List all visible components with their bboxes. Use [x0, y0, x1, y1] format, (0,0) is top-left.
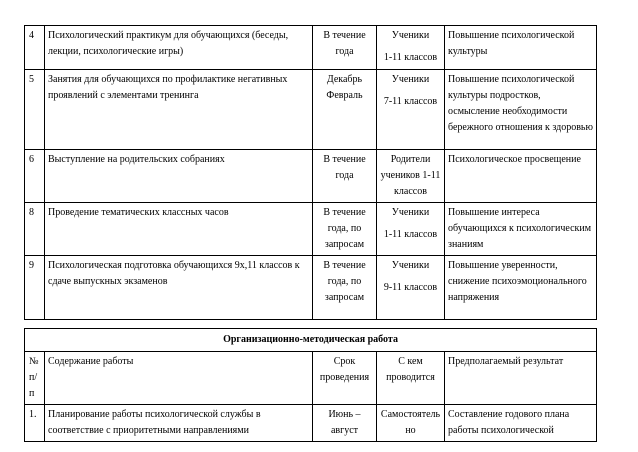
row-content: Планирование работы психологической службы в соответствие с приоритетными направлениями [45, 405, 313, 442]
row-term: В течение года, по запросам [313, 203, 377, 256]
row-number: 1. [25, 405, 45, 442]
audience-bottom: 1-11 классов [383, 52, 438, 63]
audience-bottom: 1-11 классов [383, 229, 438, 240]
row-term: В течение года [313, 26, 377, 70]
row-content: Психологический практикум для обучающихся (беседы, лекции, психологические игры) [45, 26, 313, 70]
table-row [25, 26, 597, 70]
row-audience: Родители учеников 1-11 классов [377, 150, 445, 203]
row-audience [377, 256, 445, 320]
row-number: 5 [25, 70, 45, 150]
row-result: Повышение уверенности, снижение психоэмоционального напряжения [445, 256, 597, 320]
row-result: Повышение психологической культуры подростков, осмысление необходимости бережного отношения к здоровью [445, 70, 597, 150]
row-result: Составление годового плана работы психологической [445, 405, 597, 442]
audience-top: Ученики [391, 30, 430, 41]
row-who: Самостоятельно [377, 405, 445, 442]
activities-table [24, 25, 597, 320]
audience-bottom: 9-11 классов [383, 282, 438, 293]
row-content: Проведение тематических классных часов [45, 203, 313, 256]
header-content: Содержание работы [45, 352, 313, 405]
row-term: В течение года [313, 150, 377, 203]
org-methodical-table [24, 328, 597, 442]
row-result: Повышение интереса обучающихся к психологическим знаниям [445, 203, 597, 256]
row-content: Занятия для обучающихся по профилактике негативных проявлений с элементами тренинга [45, 70, 313, 150]
row-number: 4 [25, 26, 45, 70]
row-number: 6 [25, 150, 45, 203]
section-title: Организационно-методическая работа [25, 329, 597, 352]
row-term: Декабрь Февраль [313, 70, 377, 150]
table-row [25, 150, 597, 203]
header-result: Предполагаемый результат [445, 352, 597, 405]
section-title-row [25, 329, 597, 352]
row-term: В течение года, по запросам [313, 256, 377, 320]
header-term: Срок проведения [313, 352, 377, 405]
table-row [25, 70, 597, 150]
header-who: С кем проводится [377, 352, 445, 405]
row-number: 9 [25, 256, 45, 320]
row-number: 8 [25, 203, 45, 256]
table-row [25, 203, 597, 256]
row-result: Психологическое просвещение [445, 150, 597, 203]
row-content: Выступление на родительских собраниях [45, 150, 313, 203]
row-term: Июнь – август [313, 405, 377, 442]
row-content: Психологическая подготовка обучающихся 9х,11 классов к сдаче выпускных экзаменов [45, 256, 313, 320]
header-num: № п/п [25, 352, 45, 405]
audience-top: Ученики [391, 74, 430, 85]
row-audience [377, 70, 445, 150]
row-audience [377, 203, 445, 256]
audience-top: Ученики [391, 207, 430, 218]
row-result: Повышение психологической культуры [445, 26, 597, 70]
table-row [25, 405, 597, 442]
row-audience [377, 26, 445, 70]
header-row [25, 352, 597, 405]
table-row [25, 256, 597, 320]
audience-bottom: 7-11 классов [383, 96, 438, 107]
audience-top: Ученики [391, 260, 430, 271]
